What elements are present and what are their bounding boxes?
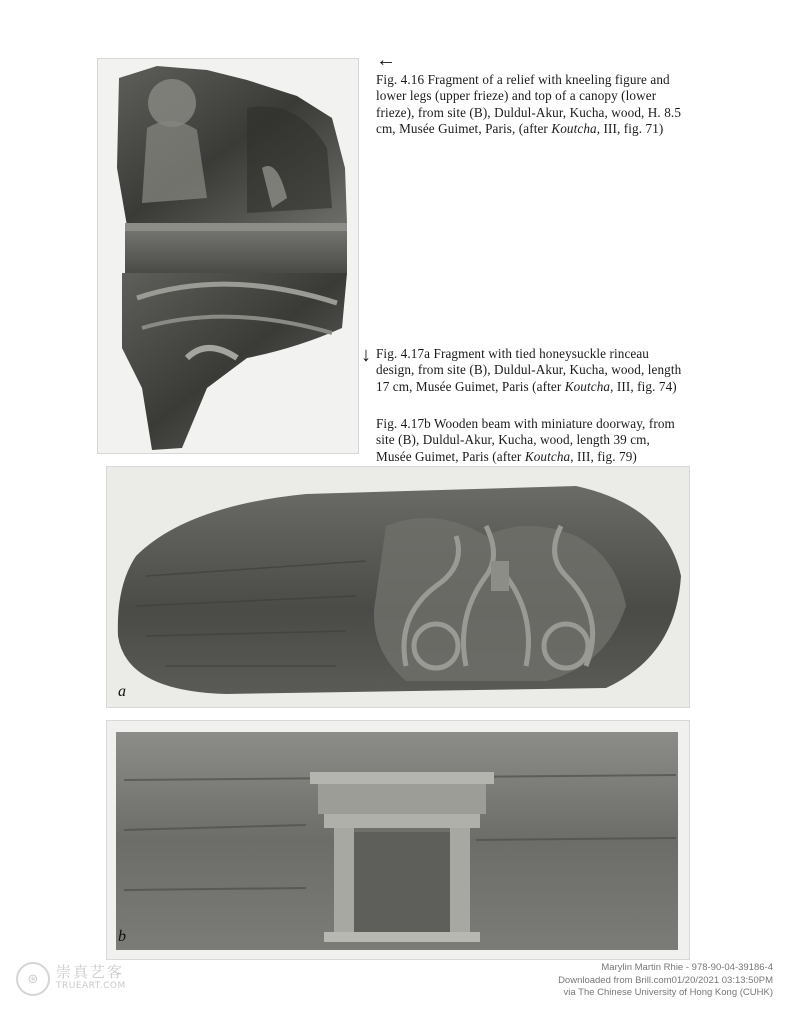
- trueart-logo-icon: ⊛: [16, 962, 50, 996]
- caption-fig-4-17a: [376, 346, 688, 395]
- down-arrow-icon: ↓: [361, 344, 371, 366]
- caption-label: Fig. 4.16: [376, 72, 425, 87]
- panel-letter-b: b: [118, 928, 126, 945]
- caption-fig-4-17b: [376, 416, 688, 465]
- panel-letter-a: a: [118, 683, 126, 700]
- caption-text: Wooden beam with miniature doorway, from site (B), Duldul-Akur, Kucha, wood, length 39 cm, Musée Guimet, Paris (after: [376, 416, 675, 464]
- figure-4-17a-photo: [106, 466, 690, 708]
- trueart-watermark: [16, 962, 126, 996]
- download-footer: [558, 962, 773, 1000]
- figure-4-16-photo: [97, 58, 359, 454]
- footer-line-author: Marylin Martin Rhie - 978-90-04-39186-4: [601, 962, 773, 973]
- relief-fragment-image: [97, 58, 359, 454]
- footer-line-institution: via The Chinese University of Hong Kong (CUHK): [563, 987, 773, 998]
- caption-text: Fragment of a relief with kneeling figure and lower legs (upper frieze) and top of a canopy (lower frieze), from site (B), Duldul-Akur, Kucha, wood, H. 8.5 cm, Musée Guimet, Paris, (after: [376, 72, 682, 137]
- footer-line-download: Downloaded from Brill.com01/20/2021 03:13:50PM: [558, 974, 773, 986]
- figure-4-17b-photo: [106, 720, 690, 960]
- rinceau-fragment-image: [106, 466, 690, 708]
- caption-tail: , III, fig. 71): [596, 121, 664, 137]
- caption-tail: , III, fig. 74): [610, 378, 677, 394]
- caption-text: Fragment with tied honeysuckle rinceau design, from site (B), Duldul-Akur, Kucha, wood, length 17 cm, Musée Guimet, Paris (after: [376, 346, 682, 394]
- left-arrow-icon: ←: [376, 49, 396, 71]
- watermark-subtitle: TRUEART.COM: [56, 981, 126, 991]
- beam-doorway-image: [106, 720, 690, 960]
- caption-tail: , III, fig. 79): [570, 448, 637, 464]
- caption-label: Fig. 4.17b: [376, 416, 431, 431]
- caption-source-italic: Koutcha: [524, 448, 571, 464]
- caption-fig-4-16: [376, 72, 688, 138]
- caption-source-italic: Koutcha: [564, 378, 611, 394]
- caption-source-italic: Koutcha: [551, 121, 597, 137]
- watermark-title: 崇真艺客: [56, 963, 125, 981]
- caption-label: Fig. 4.17a: [376, 346, 431, 361]
